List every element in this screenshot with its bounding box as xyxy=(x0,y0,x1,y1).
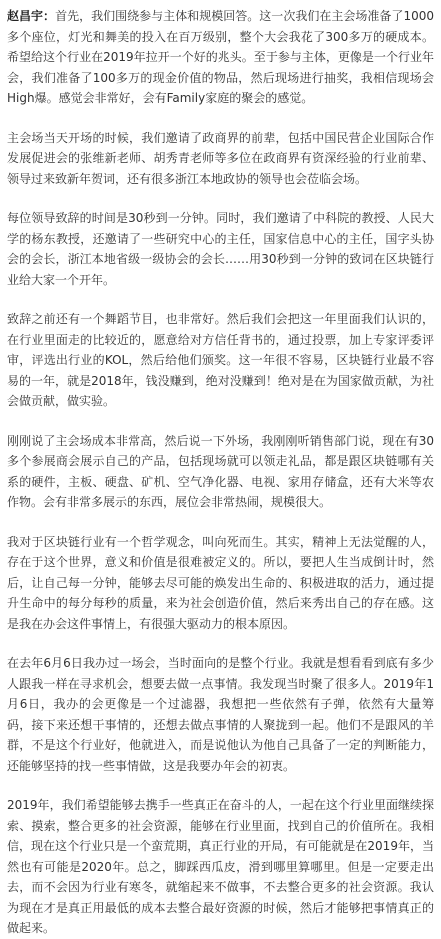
article-paragraph-7: 在去年6月6日我办过一场会，当时面向的是整个行业。我就是想看看到底有多少人跟我一样在寻求机会，想要去做一点事情。我发现当时聚了很多人。2019年1月6日，我办的会更像是一个过滤器，我想把一些依然有子弹，依然有大量筹码，接下来还想干事情的，还想去做点事情的人聚拢到一起。他们不是跟风的羊群，不是这个行业好，他就进入，而是说他认为他自己具备了一定的判断能力，还能够坚持的找一些事情做，这是我要办年会的初衷。 xyxy=(7,656,434,773)
paragraph-1-text: 首先，我们围绕参与主体和规模回答。这一次我们在主会场准备了1000多个座位，灯光和舞美的投入在百万级别，整个大会我花了300多万的硬成本。希望给这个行业在2019年拉开一个好的兆头。至于参与主体，更像是一个行业年会，我们准备了100多万的现金价值的物品，然后现场进行抽奖，我相信现场会High爆。感觉会非常好，会有Family家庭的聚会的感觉。 xyxy=(7,9,434,105)
article-paragraph-2: 主会场当天开场的时候，我们邀请了政商界的前辈，包括中国民营企业国际合作发展促进会的张维新老师、胡秀青老师等多位在政商界有资深经验的行业前辈、领导过来致新年贺词，还有很多浙江本地政协的领导也会莅临会场。 xyxy=(7,130,434,186)
article-paragraph-5: 刚刚说了主会场成本非常高，然后说一下外场，我刚刚听销售部门说，现在有30多个参展商会展示自己的产品，包括现场就可以领走礼品，都是跟区块链哪有关系的硬件，主板、硬盘、矿机、空气净化器、电视、家用存储盒，还有大米等农作物。会有非常多展示的东西，展位会非常热闹，规模很大。 xyxy=(7,433,434,509)
speaker-name: 赵昌宇： xyxy=(7,9,56,23)
article-paragraph-8: 2019年，我们希望能够去携手一些真正在奋斗的人，一起在这个行业里面继续探索、摸索，整合更多的社会资源，能够在行业里面，找到自己的价值所在。我相信，现在这个行业只是一个蛮荒期，真正行业的开局，有可能就是在2019年，当然也有可能是2020年。总之，脚踩西瓜皮，滑到哪里算哪里。但是一定要走出去，而不会因为行业有寒冬，就缩起来不做事，不去整合更多的社会资源。我认为现在才是真正用最低的成本去整合最好资源的时候，然后才能够把事情真正的做起来。 xyxy=(7,798,434,935)
article-paragraph-1 xyxy=(7,6,434,109)
article-paragraph-6: 我对于区块链行业有一个哲学观念，叫向死而生。其实，精神上无法觉醒的人，存在于这个世界，意义和价值是很难被定义的。所以，要把人生当成倒计时，然后，让自己每一分钟，能够去尽可能的焕发出生命的、积极进取的活力，通过提升生命中的每分每秒的质量，来为社会创造价值，然后来秀出自己的存在感。这是我在办会这件事情上，有很强大驱动力的根本原因。 xyxy=(7,534,434,631)
article-paragraph-4: 致辞之前还有一个舞蹈节目，也非常好。然后我们会把这一年里面我们认识的，在行业里面走的比较近的，愿意给对方信任背书的，通过投票，加上专家评委评审，评选出行业的KOL，然后给他们颁奖。这一年很不容易，区块链行业最不容易的一年，就是2018年，钱没赚到，绝对没赚到！绝对是在为国家做贡献，为社会做贡献，做实验。 xyxy=(7,312,434,408)
article-paragraph-3: 每位领导致辞的时间是30秒到一分钟。同时，我们邀请了中科院的教授、人民大学的杨东教授，还邀请了一些研究中心的主任，国家信息中心的主任，国字头协会的会长，浙江本地省级一级协会的会长……用30秒到一分钟的致词在区块链行业给大家一个开年。 xyxy=(7,211,434,287)
